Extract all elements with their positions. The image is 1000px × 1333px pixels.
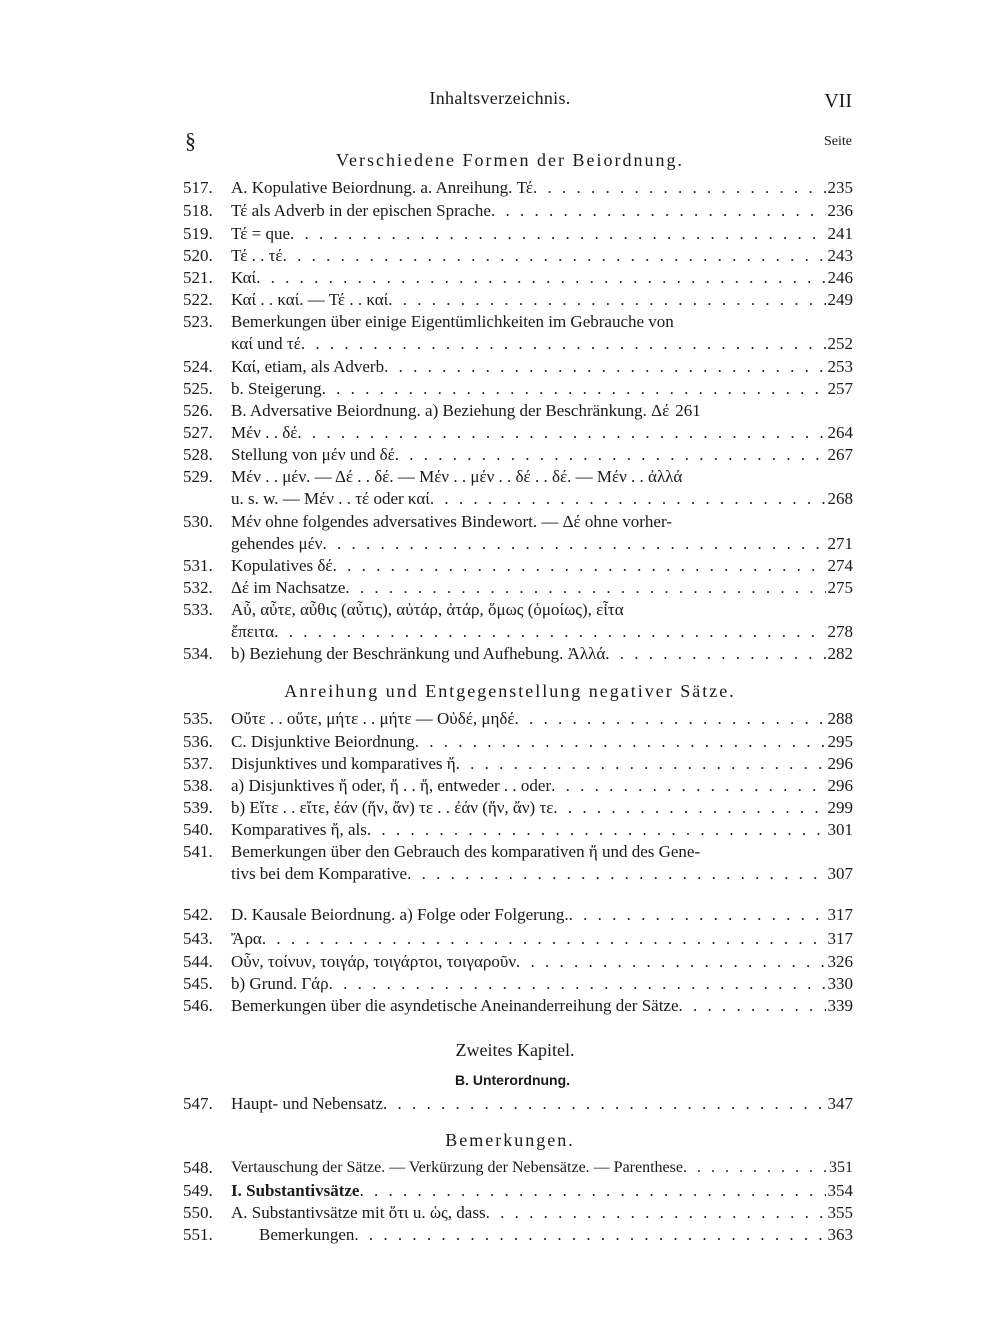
entry-page: 249 (827, 290, 853, 309)
toc-entry (183, 577, 853, 599)
entry-page: 236 (827, 201, 853, 220)
entry-number: 550. (183, 1203, 213, 1222)
toc-entry (183, 1224, 853, 1246)
entry-page: 267 (827, 445, 853, 464)
entry-title: Bemerkungen über die asyndetische Aneinanderreihung der Sätze (231, 996, 679, 1015)
entry-number: 538. (183, 776, 213, 795)
entry-number: 540. (183, 820, 213, 839)
entry-page: 282 (827, 644, 853, 663)
leader-dots (569, 904, 826, 926)
leader-dots (274, 621, 825, 643)
toc-entry (183, 904, 853, 926)
toc-entry (183, 223, 853, 245)
entry-page: 261 (675, 401, 701, 420)
entry-page: 351 (829, 1159, 853, 1176)
toc-entry (183, 267, 853, 289)
toc-entry (183, 643, 853, 665)
entry-number: 534. (183, 644, 213, 663)
toc-entry (183, 753, 853, 775)
entry-number: 525. (183, 379, 213, 398)
leader-dots (395, 444, 826, 466)
leader-dots (383, 1093, 825, 1115)
entry-number: 522. (183, 290, 213, 309)
entry-title: Μέν ohne folgendes adversatives Bindewort. — Δέ ohne vorher- (231, 512, 672, 531)
leader-dots (345, 577, 825, 599)
leader-dots (322, 378, 826, 400)
toc-entry-continuation (183, 863, 853, 885)
entry-number: 518. (183, 201, 213, 220)
entry-title: Stellung von μέν und δέ (231, 445, 395, 464)
entry-number: 536. (183, 732, 213, 751)
section-heading-negative-saetze: Anreihung und Entgegenstellung negativer Sätze. (284, 681, 736, 701)
toc-entry (183, 200, 853, 222)
leader-dots (384, 356, 825, 378)
entry-page: 257 (827, 379, 853, 398)
entry-page: 307 (827, 864, 853, 883)
entry-title: Μέν . . δέ (231, 423, 298, 442)
toc-entry (183, 177, 853, 199)
entry-title: a) Disjunktives ἤ oder, ἤ . . ἤ, entweder . . oder (231, 776, 552, 795)
entry-title: Οὖν, τοίνυν, τοιγάρ, τοιγάρτοι, τοιγαροῦν (231, 952, 517, 971)
entry-page: 243 (827, 246, 853, 265)
entry-title: Haupt- und Nebensatz (231, 1094, 384, 1113)
leader-dots (683, 1157, 827, 1179)
entry-page: 363 (827, 1225, 853, 1244)
running-title: Inhaltsverzeichnis. (429, 88, 571, 108)
entry-number: 551. (183, 1225, 213, 1244)
entry-number: 533. (183, 600, 213, 619)
leader-dots (290, 223, 826, 245)
entry-number: 531. (183, 556, 213, 575)
entry-title: Τέ als Adverb in der epischen Sprache (231, 201, 491, 220)
toc-entry (183, 1157, 853, 1179)
entry-page: 296 (827, 754, 853, 773)
entry-number: 539. (183, 798, 213, 817)
entry-number: 524. (183, 357, 213, 376)
leader-dots (359, 1180, 825, 1202)
toc-entry (183, 511, 853, 533)
toc-entry (183, 245, 853, 267)
toc-entry-continuation (183, 533, 853, 555)
entry-number: 541. (183, 842, 213, 861)
toc-entry (183, 444, 853, 466)
entry-page: 326 (827, 952, 853, 971)
entry-number: 528. (183, 445, 213, 464)
entry-page: 253 (827, 357, 853, 376)
entry-page: 288 (827, 709, 853, 728)
toc-entry (183, 995, 853, 1017)
entry-page: 268 (827, 489, 853, 508)
paragraph-column-mark: § (185, 128, 196, 153)
entry-title: Komparatives ἤ, als (231, 820, 367, 839)
entry-page: 317 (827, 929, 853, 948)
leader-dots (283, 245, 826, 267)
entry-title: Disjunktives und komparatives ἤ (231, 754, 456, 773)
entry-title: b) Beziehung der Beschränkung und Aufhebung. Ἀλλά (231, 644, 606, 663)
entry-page: 355 (827, 1203, 853, 1222)
entry-page: 317 (827, 905, 853, 924)
entry-title: D. Kausale Beiordnung. a) Folge oder Folgerung. (231, 905, 569, 924)
leader-dots (333, 555, 826, 577)
leader-dots (515, 708, 826, 730)
leader-dots (301, 333, 826, 355)
entry-page: 252 (827, 334, 853, 353)
entry-page: 264 (827, 423, 853, 442)
toc-entry (183, 973, 853, 995)
leader-dots (605, 643, 825, 665)
toc-entry (183, 311, 853, 333)
entry-title: Καί (231, 268, 257, 287)
toc-entry (183, 797, 853, 819)
entry-number: 530. (183, 512, 213, 531)
leader-dots (354, 1224, 825, 1246)
leader-dots (367, 819, 826, 841)
entry-number: 532. (183, 578, 213, 597)
toc-entry (183, 289, 853, 311)
leader-dots (516, 951, 825, 973)
entry-page: 271 (827, 534, 853, 553)
leader-dots (533, 177, 826, 199)
entry-page: 301 (827, 820, 853, 839)
toc-entry (183, 466, 853, 488)
entry-number: 549. (183, 1181, 213, 1200)
entry-title-continuation: καί und τέ (231, 334, 301, 353)
leader-dots (486, 1202, 826, 1224)
entry-page: 275 (827, 578, 853, 597)
entry-number: 535. (183, 709, 213, 728)
leader-dots (551, 775, 825, 797)
entry-number: 544. (183, 952, 213, 971)
toc-entry (183, 928, 853, 950)
entry-page: 278 (827, 622, 853, 641)
entry-title: Vertauschung der Sätze. — Verkürzung der Nebensätze. — Parenthese (231, 1159, 683, 1176)
entry-title: Αὖ, αὖτε, αὖθις (αὖτις), αὐτάρ, ἀτάρ, ὅμως (ὁμοίως), εἶτα (231, 600, 624, 619)
entry-title: C. Disjunktive Beiordnung (231, 732, 415, 751)
leader-dots (491, 200, 826, 222)
entry-title-continuation: u. s. w. — Μέν . . τέ oder καί (231, 489, 430, 508)
toc-entry (183, 951, 853, 973)
entry-page: 330 (827, 974, 853, 993)
entry-title: Bemerkungen (259, 1225, 355, 1244)
leader-dots (407, 863, 825, 885)
entry-number: 517. (183, 178, 213, 197)
entry-title: A. Kopulative Beiordnung. a. Anreihung. Τέ (231, 178, 533, 197)
entry-title: Τέ = que (231, 224, 290, 243)
entry-page: 347 (827, 1094, 853, 1113)
leader-dots (456, 753, 826, 775)
toc-entry (183, 422, 853, 444)
leader-dots (553, 797, 825, 819)
toc-entry (183, 400, 853, 422)
entry-number: 521. (183, 268, 213, 287)
chapter-subtitle: B. Unterordnung. (454, 1072, 571, 1088)
entry-number: 542. (183, 905, 213, 924)
entry-page: 241 (827, 224, 853, 243)
entry-title: b. Steigerung (231, 379, 322, 398)
leader-dots (329, 973, 826, 995)
entry-number: 519. (183, 224, 213, 243)
toc-entry-continuation (183, 621, 853, 643)
entry-title: Bemerkungen über den Gebrauch des komparativen ἤ und des Gene- (231, 842, 701, 861)
entry-title: Μέν . . μέν. — Δέ . . δέ. — Μέν . . μέν . . δέ . . δέ. — Μέν . . ἀλλά (231, 467, 683, 486)
entry-number: 547. (183, 1094, 213, 1113)
leader-dots (415, 731, 826, 753)
entry-page: 354 (827, 1181, 853, 1200)
toc-entry (183, 731, 853, 753)
entry-page: 235 (827, 178, 853, 197)
entry-number: 527. (183, 423, 213, 442)
entry-number: 520. (183, 246, 213, 265)
entry-title: B. Adversative Beiordnung. a) Beziehung der Beschränkung. Δέ (231, 401, 670, 420)
toc-entry (183, 555, 853, 577)
leader-dots (262, 928, 826, 950)
toc-entry (183, 1093, 853, 1115)
entry-title-continuation: gehendes μέν (231, 534, 323, 553)
entry-title: b) Grund. Γάρ (231, 974, 329, 993)
entry-number: 523. (183, 312, 213, 331)
toc-entry (183, 1180, 853, 1202)
entry-number: 529. (183, 467, 213, 486)
entry-title: I. Substantivsätze (231, 1181, 360, 1200)
toc-entry-continuation (183, 488, 853, 510)
chapter-title: Zweites Kapitel. (455, 1040, 575, 1060)
leader-dots (679, 995, 826, 1017)
entry-title: Δέ im Nachsatze (231, 578, 346, 597)
leader-dots (322, 533, 825, 555)
entry-number: 543. (183, 929, 213, 948)
leader-dots (297, 422, 825, 444)
leader-dots (430, 488, 826, 510)
entry-title: Bemerkungen über einige Eigentümlichkeiten im Gebrauche von (231, 312, 674, 331)
entry-title: b) Εἴτε . . εἴτε, ἐάν (ἤν, ἄν) τε . . ἐάν (ἤν, ἄν) τε (231, 798, 554, 817)
entry-page: 296 (827, 776, 853, 795)
entry-title: Καί, etiam, als Adverb (231, 357, 385, 376)
entry-title-continuation: ἔπειτα (231, 622, 275, 641)
toc-entry (183, 1202, 853, 1224)
toc-entry (183, 819, 853, 841)
entry-number: 546. (183, 996, 213, 1015)
toc-entry (183, 708, 853, 730)
toc-entry (183, 775, 853, 797)
leader-dots (256, 267, 825, 289)
entry-title-continuation: tivs bei dem Komparative (231, 864, 408, 883)
toc-entry (183, 599, 853, 621)
entry-number: 548. (183, 1158, 213, 1177)
entry-number: 545. (183, 974, 213, 993)
page-number-roman: VII (824, 90, 852, 112)
entry-number: 526. (183, 401, 213, 420)
entry-title: Τέ . . τέ (231, 246, 283, 265)
entry-page: 339 (827, 996, 853, 1015)
entry-title: Οὔτε . . οὔτε, μήτε . . μήτε — Οὐδέ, μηδέ (231, 709, 515, 728)
section-heading-beiordnung: Verschiedene Formen der Beiordnung. (336, 150, 684, 170)
toc-entry (183, 841, 853, 863)
entry-page: 299 (827, 798, 853, 817)
entry-number: 537. (183, 754, 213, 773)
entry-title: Καί . . καί. — Τέ . . καί (231, 290, 389, 309)
entry-title: Ἄρα (231, 929, 262, 948)
toc-entry (183, 356, 853, 378)
toc-entry (183, 378, 853, 400)
entry-title: A. Substantivsätze mit ὅτι u. ὡς, dass (231, 1203, 486, 1222)
entry-page: 246 (827, 268, 853, 287)
seite-column-label: Seite (824, 134, 852, 149)
leader-dots (388, 289, 825, 311)
section-heading-bemerkungen: Bemerkungen. (445, 1130, 575, 1150)
entry-title: Kopulatives δέ (231, 556, 333, 575)
entry-page: 295 (827, 732, 853, 751)
toc-entry-continuation (183, 333, 853, 355)
entry-page: 274 (827, 556, 853, 575)
